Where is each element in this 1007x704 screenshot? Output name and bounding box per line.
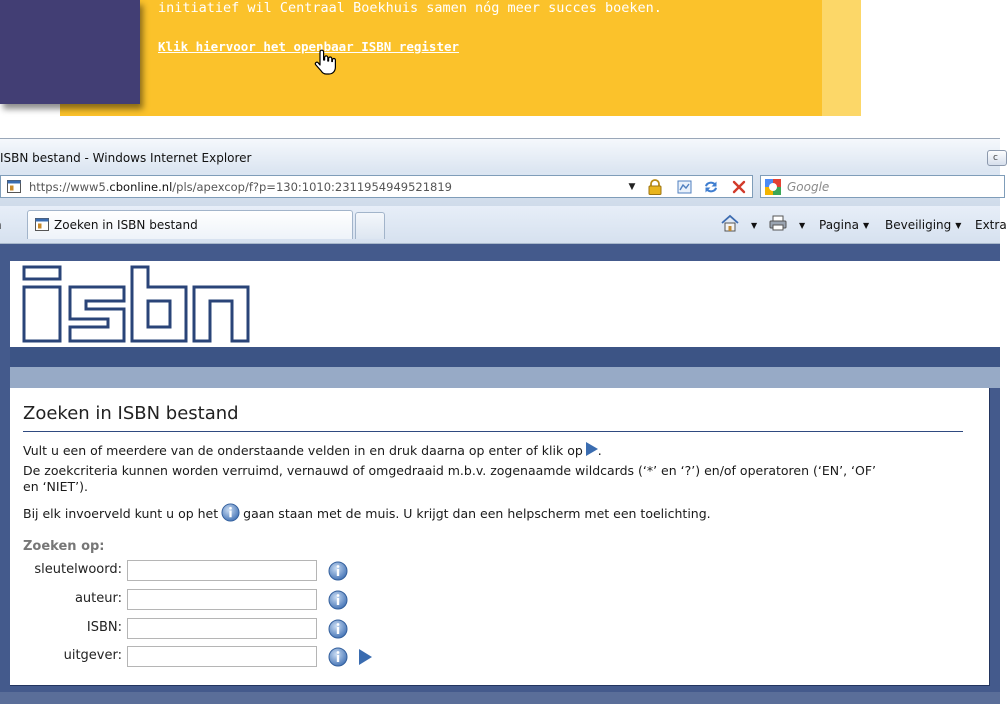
info-icon[interactable] (328, 619, 348, 639)
print-dropdown-icon[interactable]: ▼ (799, 221, 806, 230)
help-line (23, 503, 711, 522)
google-icon (765, 179, 781, 195)
browser-window (0, 138, 1007, 704)
label-sleutelwoord: sleutelwoord: (34, 562, 122, 577)
title-divider (23, 431, 963, 432)
intro-text-1: Vult u een of meerdere van de onderstaande velden in en druk daarna op enter of klik op (23, 443, 583, 458)
menu-beveiliging-label: Beveiliging (885, 218, 952, 232)
info-icon (221, 503, 240, 522)
window-title-bar (0, 138, 1000, 172)
label-uitgever: uitgever: (63, 648, 122, 663)
window-control-button[interactable]: c (987, 150, 1007, 166)
page-icon (7, 180, 21, 193)
tab-label: Zoeken in ISBN bestand (54, 218, 198, 232)
search-panel (10, 388, 990, 686)
search-on-label: Zoeken op: (23, 539, 105, 554)
search-submit-play-icon[interactable] (359, 649, 372, 665)
url-text[interactable] (29, 180, 452, 194)
home-dropdown-icon[interactable]: ▼ (751, 221, 758, 230)
url-host: cbonline.nl (109, 180, 173, 194)
navigation-bar (0, 172, 1000, 206)
info-icon[interactable] (328, 647, 348, 667)
info-icon[interactable] (328, 561, 348, 581)
search-placeholder: Google (787, 180, 830, 194)
refresh-icon[interactable] (702, 179, 720, 195)
tab-zoeken-isbn[interactable] (27, 210, 353, 239)
page-title: Zoeken in ISBN bestand (23, 403, 239, 424)
content-bottom-strip (0, 692, 1000, 704)
address-dropdown-icon[interactable]: ▼ (628, 182, 636, 192)
web-content (0, 244, 1000, 704)
url-path: /pls/apexcop/f?p=130:1010:2311954949521819 (172, 180, 452, 194)
intro-line-1 (23, 442, 602, 458)
play-icon (586, 442, 598, 456)
label-auteur: auteur: (74, 591, 122, 606)
isbn-register-link[interactable]: Klik hiervoor het openbaar ISBN register (158, 39, 460, 54)
logo-area (10, 261, 1000, 347)
menu-pagina-label: Pagina (819, 218, 859, 232)
uitgever-input[interactable] (127, 646, 317, 667)
stop-icon[interactable] (730, 179, 748, 195)
label-isbn: ISBN: (86, 620, 122, 635)
isbn-input[interactable] (127, 618, 317, 639)
url-prefix: https://www5. (29, 180, 110, 194)
tab-bar-stub[interactable] (0, 214, 8, 236)
menu-extra[interactable]: Extra (975, 218, 1007, 232)
intro-line-2: De zoekcriteria kunnen worden verruimd, vernauwd of omgedraaid m.b.v. zogenaamde wildcards (‘*’ en ‘?’) en/of operatoren (‘EN’, ‘OF’ (23, 463, 876, 478)
search-box[interactable] (760, 175, 1005, 198)
sleutelwoord-input[interactable] (127, 560, 317, 581)
dark-panel (0, 0, 140, 104)
hand-cursor-icon (314, 50, 336, 76)
banner-text: initiatief wil Centraal Boekhuis samen nóg meer succes boeken. (158, 0, 662, 16)
print-icon[interactable] (768, 214, 788, 232)
menu-pagina[interactable]: Pagina ▼ (819, 218, 870, 232)
tab-bar (0, 206, 1007, 244)
auteur-input[interactable] (127, 589, 317, 610)
help-text-after: gaan staan met de muis. U krijgt dan een helpscherm met een toelichting. (243, 506, 711, 521)
header-stripe-dark (10, 347, 1000, 367)
yellow-banner (60, 0, 861, 116)
lock-icon[interactable] (646, 179, 664, 195)
info-icon[interactable] (328, 590, 348, 610)
intro-text-1-end: . (597, 443, 602, 458)
new-tab-button[interactable] (355, 212, 385, 239)
help-text-before: Bij elk invoerveld kunt u op het (23, 506, 219, 521)
isbn-logo (22, 265, 250, 345)
yellow-banner-edge (822, 0, 861, 116)
intro-line-3: en ‘NIET’). (23, 479, 88, 494)
page-icon (35, 218, 49, 231)
address-bar[interactable] (0, 175, 753, 198)
home-icon[interactable] (720, 214, 740, 232)
menu-beveiliging[interactable]: Beveiliging ▼ (885, 218, 962, 232)
window-title: ISBN bestand - Windows Internet Explorer (0, 151, 252, 165)
compatibility-view-icon[interactable] (676, 179, 694, 195)
header-stripe-light (10, 367, 1000, 388)
